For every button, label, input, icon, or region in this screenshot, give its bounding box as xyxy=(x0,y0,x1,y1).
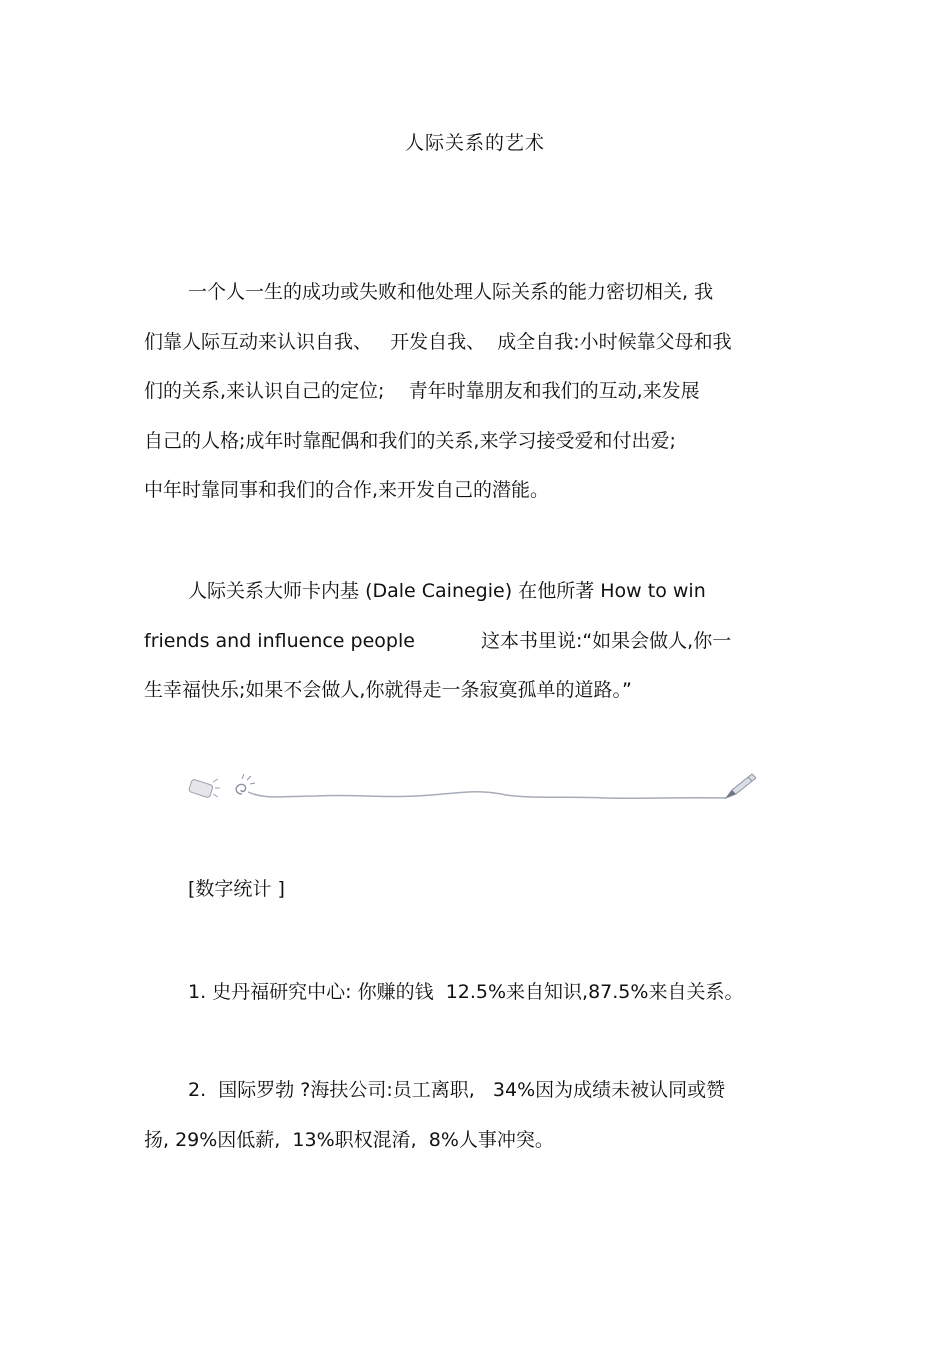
line-word: 在他所著 xyxy=(518,580,595,602)
stat-item-2 xyxy=(144,1066,806,1165)
line-text: 一个人一生的成功或失败和他处理人际关系的能力密切相关, xyxy=(188,281,689,303)
paragraph-line xyxy=(144,567,806,617)
line-word: Cainegie) xyxy=(421,580,513,602)
decorative-divider xyxy=(186,770,756,810)
paragraph-line xyxy=(144,268,806,318)
paragraph-line: 2. 国际罗勃 ?海扶公司:员工离职, 34%因为成绩未被认同或赞 xyxy=(188,1079,726,1101)
line-word: (Dale xyxy=(365,580,416,602)
carnegie-paragraph xyxy=(144,567,806,716)
line-word: win xyxy=(672,580,706,602)
line-text: 我 xyxy=(694,281,714,303)
line-word: How xyxy=(600,580,642,602)
stat-item-1: 1. 史丹福研究中心: 你赚的钱 12.5%来自知识,87.5%来自关系。 xyxy=(188,981,744,1003)
paragraph-line: 扬, 29%因低薪, 13%职权混淆, 8%人事冲突。 xyxy=(144,1128,554,1151)
line-word: 人际关系大师卡内基 xyxy=(188,580,360,602)
intro-paragraph xyxy=(144,268,806,516)
line-text: 这本书里说:“如果会做人,你一 xyxy=(480,629,732,652)
stats-heading: [数字统计 ] xyxy=(188,878,285,900)
page-title: 人际关系的艺术 xyxy=(404,132,545,154)
paragraph-line: 生幸福快乐;如果不会做人,你就得走一条寂寞孤单的道路。” xyxy=(144,679,632,701)
eraser-icon xyxy=(188,779,220,798)
paragraph-line: 自己的人格;成年时靠配偶和我们的关系,来学习接受爱和付出爱; xyxy=(144,429,676,452)
pencil-icon xyxy=(726,774,756,798)
swirl-icon xyxy=(236,774,255,794)
book-title: friends and influence people xyxy=(144,629,415,652)
paragraph-line: 们的关系,来认识自己的定位; 青年时靠朋友和我们的互动,来发展 xyxy=(144,380,700,402)
line-word: to xyxy=(647,580,667,602)
paragraph-line: 们靠人际互动来认识自我、 开发自我、 成全自我:小时候靠父母和我 xyxy=(144,330,732,353)
wavy-line xyxy=(248,792,726,799)
paragraph-line xyxy=(144,617,806,667)
paragraph-line: 中年时靠同事和我们的合作,来开发自己的潜能。 xyxy=(144,479,550,501)
